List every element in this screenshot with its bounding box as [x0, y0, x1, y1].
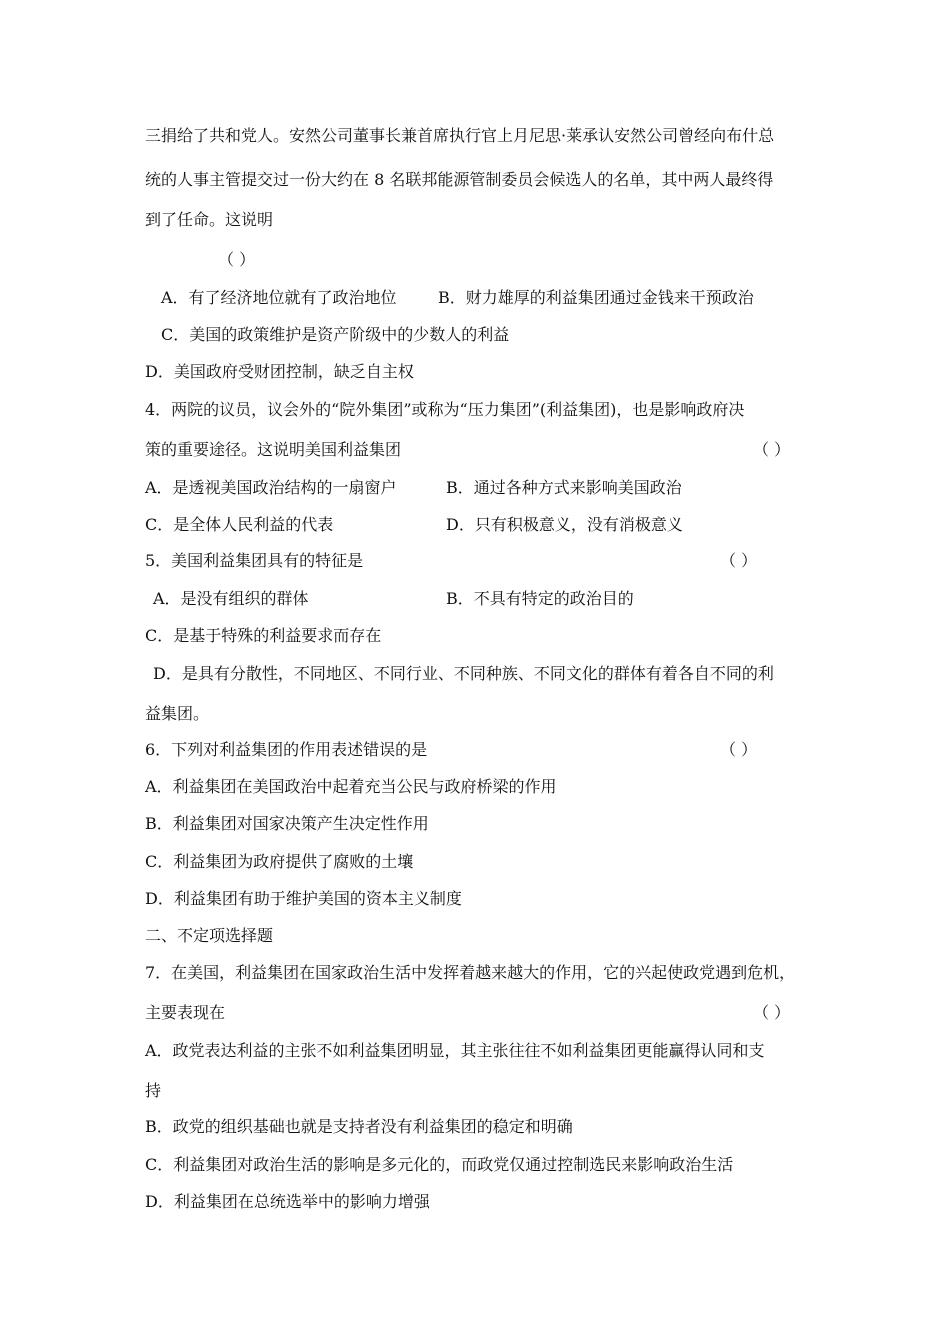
q3-text-line-1: 三捐给了共和党人。安然公司董事长兼首席执行官上月尼思·莱承认安然公司曾经向布什总 — [145, 126, 775, 145]
q5-option-b: B．不具有特定的政治目的 — [446, 589, 634, 608]
q4-option-c: C．是全体人民利益的代表 — [145, 515, 334, 534]
q5-answer-paren: （ ） — [720, 551, 758, 570]
q7-option-a-line-2: 持 — [145, 1081, 162, 1100]
q4-option-a: A．是透视美国政治结构的一扇窗户 — [145, 478, 397, 497]
q6-option-b: B．利益集团对国家决策产生决定性作用 — [145, 814, 429, 833]
section-heading: 二、不定项选择题 — [145, 926, 274, 945]
q3-option-b: B．财力雄厚的利益集团通过金钱来干预政治 — [438, 288, 754, 307]
q4-stem-line-1: 4．两院的议员，议会外的“院外集团”或称为“压力集团”(利益集团)，也是影响政府决 — [145, 400, 745, 419]
q4-option-d: D．只有积极意义，没有消极意义 — [446, 515, 683, 534]
q3-option-d: D．美国政府受财团控制，缺乏自主权 — [145, 362, 414, 381]
q3-answer-paren: （ ） — [218, 250, 256, 269]
q6-option-a: A．利益集团在美国政治中起着充当公民与政府桥梁的作用 — [145, 777, 557, 796]
q3-option-a: A．有了经济地位就有了政治地位 — [161, 288, 397, 307]
q3-option-c: C．美国的政策维护是资产阶级中的少数人的利益 — [161, 325, 510, 344]
q7-option-c: C．利益集团对政治生活的影响是多元化的，而政党仅通过控制选民来影响政治生活 — [145, 1155, 734, 1174]
q5-option-d-line-1: D．是具有分散性，不同地区、不同行业、不同种族、不同文化的群体有着各自不同的利 — [153, 664, 774, 683]
q5-option-a: A．是没有组织的群体 — [153, 589, 309, 608]
q6-stem: 6．下列对利益集团的作用表述错误的是 — [145, 740, 428, 759]
q7-answer-paren: （ ） — [753, 1003, 791, 1022]
q5-option-d-line-2: 益集团。 — [145, 704, 210, 723]
q7-stem-line-1: 7．在美国，利益集团在国家政治生活中发挥着越来越大的作用，它的兴起使政党遇到危机， — [145, 963, 796, 982]
q6-answer-paren: （ ） — [720, 740, 758, 759]
q5-stem: 5．美国利益集团具有的特征是 — [145, 551, 364, 570]
q6-option-d: D．利益集团有助于维护美国的资本主义制度 — [145, 889, 462, 908]
q7-stem-line-2: 主要表现在 — [145, 1003, 226, 1022]
q7-option-a-line-1: A．政党表达利益的主张不如利益集团明显，其主张往往不如利益集团更能赢得认同和支 — [145, 1041, 765, 1060]
q5-option-c: C．是基于特殊的利益要求而存在 — [145, 626, 382, 645]
q3-text-line-2: 统的人事主管提交过一份大约在 8 名联邦能源管制委员会候选人的名单，其中两人最终得 — [145, 170, 774, 189]
q7-option-d: D．利益集团在总统选举中的影响力增强 — [145, 1192, 430, 1211]
q4-option-b: B．通过各种方式来影响美国政治 — [446, 478, 682, 497]
q6-option-c: C．利益集团为政府提供了腐败的土壤 — [145, 852, 414, 871]
q4-answer-paren: （ ） — [753, 440, 791, 459]
q4-stem-line-2: 策的重要途径。这说明美国利益集团 — [145, 440, 402, 459]
q7-option-b: B．政党的组织基础也就是支持者没有利益集团的稳定和明确 — [145, 1117, 573, 1136]
q3-text-line-3: 到了任命。这说明 — [145, 210, 274, 229]
